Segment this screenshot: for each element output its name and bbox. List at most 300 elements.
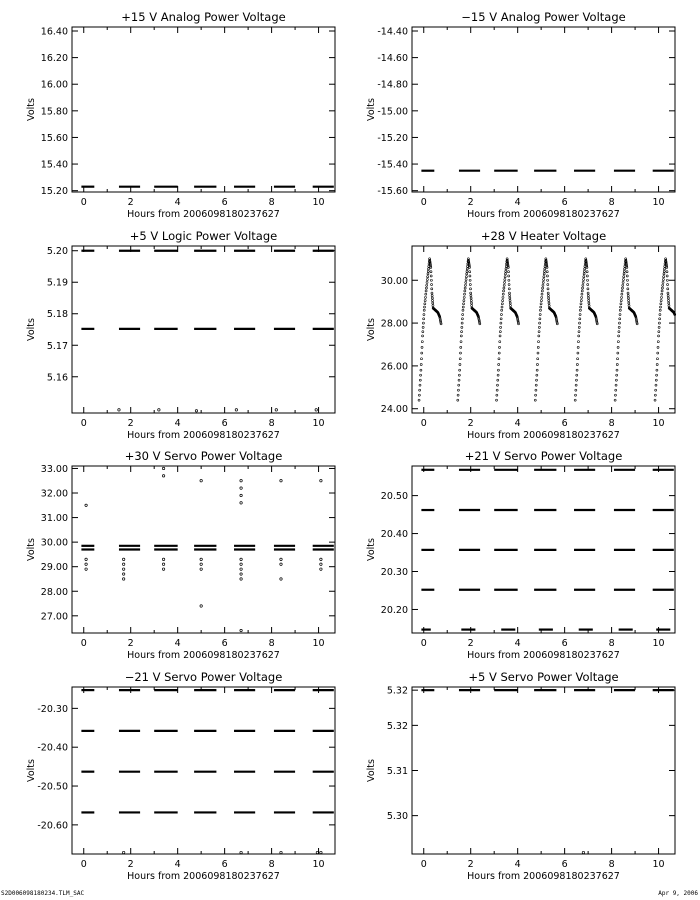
data-point <box>430 271 432 273</box>
data-point <box>432 300 434 302</box>
plot-frame <box>72 687 335 854</box>
data-point <box>431 288 433 290</box>
y-tick-label: 29.00 <box>40 562 68 574</box>
y-tick-label: -14.60 <box>377 53 408 65</box>
data-point <box>423 314 425 316</box>
y-axis-label: Volts <box>26 318 37 341</box>
data-point <box>508 284 510 286</box>
data-point <box>656 363 658 365</box>
data-point <box>280 851 282 853</box>
data-point <box>536 379 538 381</box>
data-point <box>666 271 668 273</box>
data-point <box>240 558 242 560</box>
y-axis-label: Volts <box>26 538 37 561</box>
data-point <box>657 346 659 348</box>
data-point <box>620 300 622 302</box>
data-point <box>626 279 628 281</box>
x-tick-label: 8 <box>268 638 275 649</box>
data-point <box>200 605 202 607</box>
data-point <box>466 268 468 270</box>
data-point <box>424 296 426 298</box>
data-point <box>535 394 537 396</box>
y-tick-label: 15.40 <box>40 159 68 171</box>
data-point <box>458 374 460 376</box>
data-point <box>502 296 504 298</box>
plot-frame <box>72 27 335 192</box>
data-point <box>419 379 421 381</box>
x-tick-label: 2 <box>127 638 134 649</box>
data-point <box>556 323 558 325</box>
data-point <box>586 266 588 268</box>
y-tick-label: 16.00 <box>40 79 68 91</box>
x-tick-label: 6 <box>221 638 228 649</box>
y-axis-label: Volts <box>26 759 37 782</box>
data-point <box>470 288 472 290</box>
x-tick-label: 8 <box>268 418 275 429</box>
chart-panel <box>366 229 676 441</box>
data-point <box>617 346 619 348</box>
data-point <box>615 379 617 381</box>
x-tick-label: 0 <box>80 418 87 429</box>
data-point <box>464 293 466 295</box>
chart-panel <box>366 449 675 661</box>
data-point <box>420 363 422 365</box>
data-point <box>617 352 619 354</box>
data-point <box>626 271 628 273</box>
x-tick-label: 0 <box>420 638 427 649</box>
data-point <box>504 279 506 281</box>
y-axis-label: Volts <box>366 538 377 561</box>
data-point <box>425 290 427 292</box>
data-point <box>659 309 661 311</box>
x-tick-label: 6 <box>221 859 228 870</box>
chart-title: +15 V Analog Power Voltage <box>121 10 286 24</box>
data-point <box>582 851 584 853</box>
data-point <box>662 281 664 283</box>
x-tick-label: 4 <box>174 197 181 208</box>
y-tick-label: 15.80 <box>40 106 68 118</box>
data-point <box>542 287 544 289</box>
y-tick-label: 5.30 <box>386 811 408 823</box>
data-point <box>663 276 665 278</box>
chart-title: +30 V Servo Power Voltage <box>124 449 283 463</box>
data-point <box>626 266 628 268</box>
y-tick-label: 30.00 <box>380 275 408 287</box>
data-point <box>575 389 577 391</box>
data-point <box>578 331 580 333</box>
chart-panel <box>26 10 335 220</box>
data-point <box>470 292 472 294</box>
data-point <box>654 399 656 401</box>
data-point <box>587 292 589 294</box>
data-point <box>621 290 623 292</box>
data-point <box>466 270 468 272</box>
x-tick-label: 2 <box>467 638 474 649</box>
data-point <box>581 293 583 295</box>
data-point <box>421 341 423 343</box>
data-point <box>667 292 669 294</box>
data-point <box>240 573 242 575</box>
y-tick-label: -15.00 <box>377 106 408 118</box>
data-point <box>662 284 664 286</box>
data-point <box>588 297 590 299</box>
data-point <box>427 270 429 272</box>
data-point <box>577 358 579 360</box>
data-point <box>543 273 545 275</box>
x-tick-label: 10 <box>652 418 665 429</box>
data-point <box>509 297 511 299</box>
x-tick-label: 10 <box>312 197 325 208</box>
y-tick-label: 5.18 <box>46 309 68 321</box>
data-point <box>240 851 242 853</box>
x-tick-label: 2 <box>127 859 134 870</box>
data-point <box>548 305 550 307</box>
data-point <box>422 322 424 324</box>
data-point <box>158 409 160 411</box>
data-point <box>420 369 422 371</box>
data-point <box>662 279 664 281</box>
data-point <box>419 384 421 386</box>
data-point <box>667 288 669 290</box>
data-point <box>658 322 660 324</box>
data-point <box>575 384 577 386</box>
data-point <box>469 271 471 273</box>
data-point <box>320 568 322 570</box>
data-point <box>502 293 504 295</box>
data-point <box>162 568 164 570</box>
data-point <box>280 563 282 565</box>
y-tick-label: 20.40 <box>380 529 408 541</box>
data-point <box>537 358 539 360</box>
data-point <box>543 276 545 278</box>
data-point <box>498 352 500 354</box>
data-point <box>582 287 584 289</box>
x-tick-label: 0 <box>80 638 87 649</box>
data-point <box>534 399 536 401</box>
data-point <box>615 384 617 386</box>
data-point <box>627 292 629 294</box>
data-point <box>658 326 660 328</box>
data-point <box>505 270 507 272</box>
data-point <box>421 352 423 354</box>
data-point <box>616 374 618 376</box>
data-point <box>459 358 461 360</box>
x-axis-label: Hours from 2006098180237627 <box>127 871 280 882</box>
footer-date: Apr 9, 2006 <box>658 890 698 897</box>
y-tick-label: 15.60 <box>40 132 68 144</box>
data-point <box>580 306 582 308</box>
data-point <box>660 296 662 298</box>
y-tick-label: -14.40 <box>377 26 408 38</box>
data-point <box>587 288 589 290</box>
data-point <box>280 558 282 560</box>
data-point <box>430 266 432 268</box>
x-axis-label: Hours from 2006098180237627 <box>467 430 620 441</box>
data-point <box>461 326 463 328</box>
data-point <box>621 293 623 295</box>
x-tick-label: 2 <box>467 418 474 429</box>
data-point <box>440 323 442 325</box>
y-tick-label: 28.00 <box>380 318 408 330</box>
data-point <box>658 335 660 337</box>
data-point <box>619 309 621 311</box>
data-point <box>548 297 550 299</box>
data-point <box>537 346 539 348</box>
data-point <box>459 363 461 365</box>
data-point <box>465 279 467 281</box>
data-point <box>615 389 617 391</box>
data-point <box>498 358 500 360</box>
data-point <box>620 303 622 305</box>
x-tick-label: 8 <box>268 197 275 208</box>
y-tick-label: 26.00 <box>380 361 408 373</box>
y-tick-label: -20.40 <box>37 742 68 754</box>
data-point <box>200 558 202 560</box>
data-point <box>423 318 425 320</box>
data-point <box>546 266 548 268</box>
x-tick-label: 0 <box>80 859 87 870</box>
y-tick-label: 20.20 <box>380 604 408 616</box>
data-point <box>547 288 549 290</box>
data-point <box>537 352 539 354</box>
chart-panel <box>26 449 335 661</box>
data-point <box>627 297 629 299</box>
data-point <box>240 568 242 570</box>
data-point <box>463 303 465 305</box>
data-point <box>546 271 548 273</box>
y-axis-label: Volts <box>366 759 377 782</box>
data-point <box>459 352 461 354</box>
data-point <box>587 284 589 286</box>
data-point <box>621 296 623 298</box>
x-tick-label: 8 <box>608 859 615 870</box>
x-tick-label: 4 <box>514 418 521 429</box>
data-point <box>628 302 630 304</box>
data-point <box>496 399 498 401</box>
data-point <box>668 302 670 304</box>
data-point <box>587 295 589 297</box>
x-tick-label: 8 <box>608 638 615 649</box>
data-point <box>85 504 87 506</box>
data-point <box>636 323 638 325</box>
data-point <box>621 287 623 289</box>
data-point <box>508 279 510 281</box>
data-point <box>470 297 472 299</box>
data-point <box>200 480 202 482</box>
data-point <box>663 273 665 275</box>
data-point <box>122 573 124 575</box>
data-point <box>627 284 629 286</box>
data-point <box>315 409 317 411</box>
y-tick-label: 5.31 <box>386 766 408 777</box>
data-point <box>624 268 626 270</box>
data-point <box>667 295 669 297</box>
data-point <box>85 563 87 565</box>
data-point <box>320 480 322 482</box>
data-point <box>420 374 422 376</box>
data-point <box>122 558 124 560</box>
x-tick-label: 6 <box>221 197 228 208</box>
data-point <box>200 563 202 565</box>
data-point <box>504 273 506 275</box>
data-point <box>628 300 630 302</box>
data-point <box>618 322 620 324</box>
data-point <box>432 302 434 304</box>
data-point <box>659 318 661 320</box>
data-point <box>464 290 466 292</box>
data-point <box>461 322 463 324</box>
y-tick-label: 24.00 <box>380 404 408 416</box>
data-point <box>656 374 658 376</box>
data-point <box>539 314 541 316</box>
data-point <box>462 306 464 308</box>
data-point <box>578 326 580 328</box>
data-point <box>162 563 164 565</box>
y-tick-label: -15.60 <box>377 186 408 198</box>
data-point <box>426 284 428 286</box>
data-point <box>240 487 242 489</box>
data-point <box>122 563 124 565</box>
data-point <box>620 306 622 308</box>
data-point <box>428 268 430 270</box>
data-point <box>460 341 462 343</box>
y-tick-label: 15.20 <box>40 186 68 198</box>
data-point <box>542 284 544 286</box>
data-point <box>498 363 500 365</box>
data-point <box>470 302 472 304</box>
x-tick-label: 2 <box>127 418 134 429</box>
data-point <box>419 389 421 391</box>
data-point <box>547 292 549 294</box>
data-point <box>582 284 584 286</box>
data-point <box>458 384 460 386</box>
data-point <box>614 394 616 396</box>
data-point <box>538 335 540 337</box>
data-point <box>622 284 624 286</box>
data-point <box>617 341 619 343</box>
data-point <box>583 276 585 278</box>
data-point <box>619 318 621 320</box>
data-point <box>660 300 662 302</box>
data-point <box>501 303 503 305</box>
data-point <box>582 279 584 281</box>
data-point <box>280 480 282 482</box>
y-tick-label: 20.30 <box>380 567 408 579</box>
data-point <box>655 389 657 391</box>
x-axis-label: Hours from 2006098180237627 <box>467 209 620 220</box>
y-axis-label: Volts <box>366 98 377 121</box>
x-tick-label: 4 <box>174 638 181 649</box>
data-point <box>469 275 471 277</box>
chart-title: +28 V Heater Voltage <box>480 229 607 243</box>
data-point <box>457 389 459 391</box>
plot-frame <box>412 27 675 192</box>
y-tick-label: 27.00 <box>40 611 68 623</box>
data-point <box>579 314 581 316</box>
data-point <box>614 399 616 401</box>
data-point <box>464 287 466 289</box>
data-point <box>540 303 542 305</box>
data-point <box>539 318 541 320</box>
data-point <box>668 305 670 307</box>
data-point <box>664 268 666 270</box>
data-point <box>122 578 124 580</box>
data-point <box>616 363 618 365</box>
data-point <box>622 279 624 281</box>
data-point <box>240 578 242 580</box>
data-point <box>582 281 584 283</box>
x-axis-label: Hours from 2006098180237627 <box>127 430 280 441</box>
x-axis-label: Hours from 2006098180237627 <box>467 871 620 882</box>
data-point <box>240 494 242 496</box>
data-point <box>583 270 585 272</box>
data-point <box>496 389 498 391</box>
chart-title: +21 V Servo Power Voltage <box>464 449 623 463</box>
y-tick-label: -15.20 <box>377 132 408 144</box>
data-point <box>548 300 550 302</box>
y-tick-label: 5.32 <box>386 685 408 697</box>
data-point <box>162 467 164 469</box>
data-point <box>122 851 124 853</box>
data-point <box>618 331 620 333</box>
data-point <box>464 284 466 286</box>
y-axis-label: Volts <box>26 98 37 121</box>
chart-panel <box>26 229 335 441</box>
data-point <box>666 275 668 277</box>
data-point <box>577 346 579 348</box>
data-point <box>541 296 543 298</box>
data-point <box>320 558 322 560</box>
data-point <box>422 331 424 333</box>
data-point <box>460 335 462 337</box>
data-point <box>536 363 538 365</box>
data-point <box>576 369 578 371</box>
data-point <box>469 266 471 268</box>
data-point <box>542 281 544 283</box>
y-tick-label: 16.20 <box>40 53 68 65</box>
data-point <box>535 389 537 391</box>
data-point <box>280 578 282 580</box>
chart-title: −21 V Servo Power Voltage <box>124 670 283 684</box>
data-point <box>584 268 586 270</box>
data-point <box>499 335 501 337</box>
data-point <box>470 295 472 297</box>
data-point <box>661 290 663 292</box>
data-point <box>423 309 425 311</box>
data-point <box>479 323 481 325</box>
data-point <box>459 369 461 371</box>
data-point <box>588 302 590 304</box>
data-point <box>431 295 433 297</box>
data-point <box>538 341 540 343</box>
data-point <box>471 305 473 307</box>
data-point <box>420 358 422 360</box>
data-point <box>465 281 467 283</box>
y-tick-label: -14.80 <box>377 79 408 91</box>
data-point <box>462 309 464 311</box>
x-tick-label: 0 <box>420 197 427 208</box>
data-point <box>539 322 541 324</box>
data-point <box>275 409 277 411</box>
x-tick-label: 0 <box>80 197 87 208</box>
data-point <box>425 293 427 295</box>
x-tick-label: 8 <box>608 418 615 429</box>
data-point <box>546 275 548 277</box>
data-point <box>586 271 588 273</box>
data-point <box>660 303 662 305</box>
data-point <box>424 300 426 302</box>
x-tick-label: 4 <box>514 197 521 208</box>
